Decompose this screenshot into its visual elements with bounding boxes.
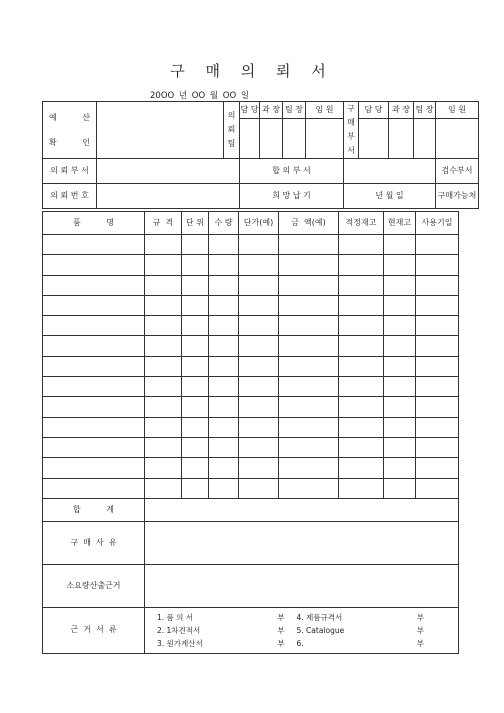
table-cell[interactable] <box>145 316 182 336</box>
table-cell[interactable] <box>43 356 145 376</box>
col-proper-stock: 적정재고 <box>339 212 384 235</box>
table-cell[interactable] <box>239 417 279 437</box>
table-row <box>43 417 459 437</box>
request-team-label: 의 뢰 팀 <box>224 102 240 159</box>
purchase-reason-field[interactable] <box>145 521 459 564</box>
desired-delivery-date[interactable]: 년 월 일 <box>344 184 436 209</box>
purchase-sign-3[interactable] <box>414 119 436 159</box>
col-amount: 금 액(예) <box>279 212 339 235</box>
purchase-dept-label: 구 매 부 서 <box>344 102 359 159</box>
table-cell[interactable] <box>339 377 384 397</box>
table-cell[interactable] <box>416 377 459 397</box>
budget-char-2: 산 <box>82 112 90 122</box>
table-cell[interactable] <box>279 417 339 437</box>
table-cell[interactable] <box>182 417 209 437</box>
table-cell[interactable] <box>339 336 384 356</box>
doc-item: 2. 1차견적서 부 <box>157 625 285 635</box>
col-qty: 수 량 <box>209 212 239 235</box>
table-cell[interactable] <box>339 478 384 498</box>
table-cell[interactable] <box>209 235 239 255</box>
table-cell[interactable] <box>339 437 384 457</box>
docs-label: 근 거 서 류 <box>43 607 145 653</box>
table-row <box>43 316 459 336</box>
table-cell[interactable] <box>384 478 416 498</box>
table-cell[interactable] <box>279 275 339 295</box>
budget-check-cell <box>43 102 97 159</box>
col-unit-price: 단가(예) <box>239 212 279 235</box>
table-cell[interactable] <box>279 255 339 275</box>
table-cell[interactable] <box>339 275 384 295</box>
request-sign-1[interactable] <box>240 119 260 159</box>
table-cell[interactable] <box>43 316 145 336</box>
table-cell[interactable] <box>279 478 339 498</box>
table-cell[interactable] <box>43 377 145 397</box>
table-cell[interactable] <box>145 275 182 295</box>
table-cell[interactable] <box>279 316 339 336</box>
docs-row <box>43 607 459 653</box>
table-cell[interactable] <box>182 478 209 498</box>
request-dept-label: 의 뢰 부 서 <box>43 159 97 184</box>
doc-item: 1. 품 의 서 부 <box>157 612 285 622</box>
table-cell[interactable] <box>145 397 182 417</box>
table-cell[interactable] <box>239 255 279 275</box>
table-cell[interactable] <box>209 356 239 376</box>
table-cell[interactable] <box>209 458 239 478</box>
table-cell[interactable] <box>182 295 209 315</box>
table-cell[interactable] <box>182 397 209 417</box>
table-cell[interactable] <box>279 356 339 376</box>
table-header-row <box>43 212 459 235</box>
request-no-label: 의 뢰 번 호 <box>43 184 97 209</box>
col-unit: 단 위 <box>182 212 209 235</box>
table-cell[interactable] <box>209 437 239 457</box>
table-cell[interactable] <box>43 235 145 255</box>
table-row <box>43 458 459 478</box>
request-dept-field[interactable] <box>97 159 240 184</box>
request-role-3: 팀 장 <box>283 102 306 119</box>
table-cell[interactable] <box>339 255 384 275</box>
table-cell[interactable] <box>279 336 339 356</box>
table-cell[interactable] <box>145 295 182 315</box>
item-rows <box>43 235 459 499</box>
desired-delivery-label: 희 망 납 기 <box>240 184 344 209</box>
table-cell[interactable] <box>182 458 209 478</box>
doc-item: 5. Catalogue 부 <box>296 625 424 635</box>
table-cell[interactable] <box>384 356 416 376</box>
table-row <box>43 397 459 417</box>
table-cell[interactable] <box>209 255 239 275</box>
table-cell[interactable] <box>416 356 459 376</box>
table-cell[interactable] <box>182 316 209 336</box>
purchase-sign-1[interactable] <box>359 119 389 159</box>
table-cell[interactable] <box>339 397 384 417</box>
table-row <box>43 255 459 275</box>
table-cell[interactable] <box>279 235 339 255</box>
purchase-role-1: 담 당 <box>359 102 389 119</box>
cooperation-dept-field[interactable] <box>344 159 436 184</box>
table-cell[interactable] <box>182 275 209 295</box>
table-cell[interactable] <box>43 336 145 356</box>
table-cell[interactable] <box>416 336 459 356</box>
table-cell[interactable] <box>416 458 459 478</box>
total-row <box>43 498 459 521</box>
table-cell[interactable] <box>279 458 339 478</box>
purchase-sign-2[interactable] <box>389 119 414 159</box>
table-cell[interactable] <box>239 397 279 417</box>
table-cell[interactable] <box>43 275 145 295</box>
table-cell[interactable] <box>239 377 279 397</box>
table-cell[interactable] <box>384 397 416 417</box>
table-cell[interactable] <box>279 397 339 417</box>
table-cell[interactable] <box>43 417 145 437</box>
table-row <box>43 377 459 397</box>
purchase-reason-label: 구 매 사 유 <box>43 521 145 564</box>
table-cell[interactable] <box>279 377 339 397</box>
table-cell[interactable] <box>416 235 459 255</box>
table-cell[interactable] <box>145 255 182 275</box>
table-cell[interactable] <box>384 417 416 437</box>
purchase-role-2: 과 장 <box>389 102 414 119</box>
table-cell[interactable] <box>145 377 182 397</box>
table-cell[interactable] <box>416 275 459 295</box>
table-cell[interactable] <box>182 356 209 376</box>
table-cell[interactable] <box>43 295 145 315</box>
table-cell[interactable] <box>416 295 459 315</box>
doc-item: 4. 제품규격서 부 <box>296 612 424 622</box>
col-current-stock: 현재고 <box>384 212 416 235</box>
docs-list <box>145 607 459 653</box>
table-cell[interactable] <box>182 336 209 356</box>
table-cell[interactable] <box>145 458 182 478</box>
purchase-sign-4[interactable] <box>436 119 479 159</box>
date-line: 20OO 년 OO 월 OO 일 <box>150 91 250 101</box>
table-cell[interactable] <box>43 458 145 478</box>
table-cell[interactable] <box>145 235 182 255</box>
table-cell[interactable] <box>182 235 209 255</box>
table-cell[interactable] <box>416 478 459 498</box>
inspection-dept-label: 검수부서 <box>436 159 479 184</box>
request-role-2: 과 장 <box>260 102 283 119</box>
purchase-role-4: 임 원 <box>436 102 479 119</box>
table-cell[interactable] <box>239 316 279 336</box>
table-cell[interactable] <box>384 336 416 356</box>
table-cell[interactable] <box>416 316 459 336</box>
total-field[interactable] <box>145 498 459 521</box>
table-cell[interactable] <box>384 295 416 315</box>
table-cell[interactable] <box>384 377 416 397</box>
budget-check-field[interactable] <box>97 102 224 159</box>
purchase-role-3: 팀 장 <box>414 102 436 119</box>
table-cell[interactable] <box>145 478 182 498</box>
table-cell[interactable] <box>43 478 145 498</box>
table-row <box>43 356 459 376</box>
table-cell[interactable] <box>43 437 145 457</box>
table-cell[interactable] <box>209 417 239 437</box>
table-cell[interactable] <box>182 255 209 275</box>
table-cell[interactable] <box>339 295 384 315</box>
table-cell[interactable] <box>145 336 182 356</box>
table-cell[interactable] <box>416 397 459 417</box>
table-row <box>43 295 459 315</box>
reason-row <box>43 521 459 564</box>
cooperation-dept-label: 합 의 부 서 <box>240 159 344 184</box>
item-table <box>42 211 459 654</box>
col-item-name: 품 명 <box>43 212 145 235</box>
table-cell[interactable] <box>145 417 182 437</box>
table-row <box>43 437 459 457</box>
table-cell[interactable] <box>384 255 416 275</box>
table-cell[interactable] <box>43 397 145 417</box>
table-row <box>43 235 459 255</box>
approval-table <box>42 101 479 209</box>
table-cell[interactable] <box>239 275 279 295</box>
table-cell[interactable] <box>279 295 339 315</box>
request-no-field[interactable] <box>97 184 240 209</box>
table-cell[interactable] <box>384 316 416 336</box>
table-cell[interactable] <box>239 478 279 498</box>
col-use-date: 사용기일 <box>416 212 459 235</box>
table-cell[interactable] <box>209 295 239 315</box>
table-row <box>43 478 459 498</box>
table-cell[interactable] <box>209 336 239 356</box>
table-row <box>43 336 459 356</box>
col-spec: 규 격 <box>145 212 182 235</box>
table-row <box>43 275 459 295</box>
table-cell[interactable] <box>239 458 279 478</box>
table-cell[interactable] <box>239 437 279 457</box>
table-cell[interactable] <box>339 316 384 336</box>
table-cell[interactable] <box>239 235 279 255</box>
request-sign-2[interactable] <box>260 119 283 159</box>
basis-field[interactable] <box>145 564 459 607</box>
basis-label: 소요량산출근거 <box>43 564 145 607</box>
table-cell[interactable] <box>384 275 416 295</box>
request-sign-4[interactable] <box>306 119 344 159</box>
table-cell[interactable] <box>182 377 209 397</box>
table-cell[interactable] <box>239 336 279 356</box>
total-label: 합 계 <box>43 498 145 521</box>
table-cell[interactable] <box>209 377 239 397</box>
page-title: 구 매 의 뢰 서 <box>170 62 334 80</box>
purchasable-vendor-label: 구매가능처 <box>436 184 479 209</box>
confirm-char-2: 인 <box>82 137 90 147</box>
table-cell[interactable] <box>145 356 182 376</box>
doc-item: 3. 원가계산서 부 <box>157 638 285 648</box>
table-cell[interactable] <box>339 458 384 478</box>
budget-char-1: 예 <box>49 112 57 122</box>
table-cell[interactable] <box>43 255 145 275</box>
table-cell[interactable] <box>416 417 459 437</box>
table-cell[interactable] <box>182 437 209 457</box>
table-cell[interactable] <box>239 356 279 376</box>
table-cell[interactable] <box>416 255 459 275</box>
confirm-char-1: 확 <box>49 137 57 147</box>
table-cell[interactable] <box>145 437 182 457</box>
basis-row <box>43 564 459 607</box>
table-cell[interactable] <box>339 356 384 376</box>
table-cell[interactable] <box>416 437 459 457</box>
table-cell[interactable] <box>209 397 239 417</box>
doc-item: 6. 부 <box>296 638 424 648</box>
request-role-4: 임 원 <box>306 102 344 119</box>
request-role-1: 담 당 <box>240 102 260 119</box>
table-cell[interactable] <box>209 275 239 295</box>
table-cell[interactable] <box>209 478 239 498</box>
table-cell[interactable] <box>279 437 339 457</box>
table-cell[interactable] <box>339 417 384 437</box>
table-cell[interactable] <box>239 295 279 315</box>
request-sign-3[interactable] <box>283 119 306 159</box>
table-cell[interactable] <box>384 235 416 255</box>
table-cell[interactable] <box>209 316 239 336</box>
table-cell[interactable] <box>339 235 384 255</box>
table-cell[interactable] <box>384 437 416 457</box>
table-cell[interactable] <box>384 458 416 478</box>
